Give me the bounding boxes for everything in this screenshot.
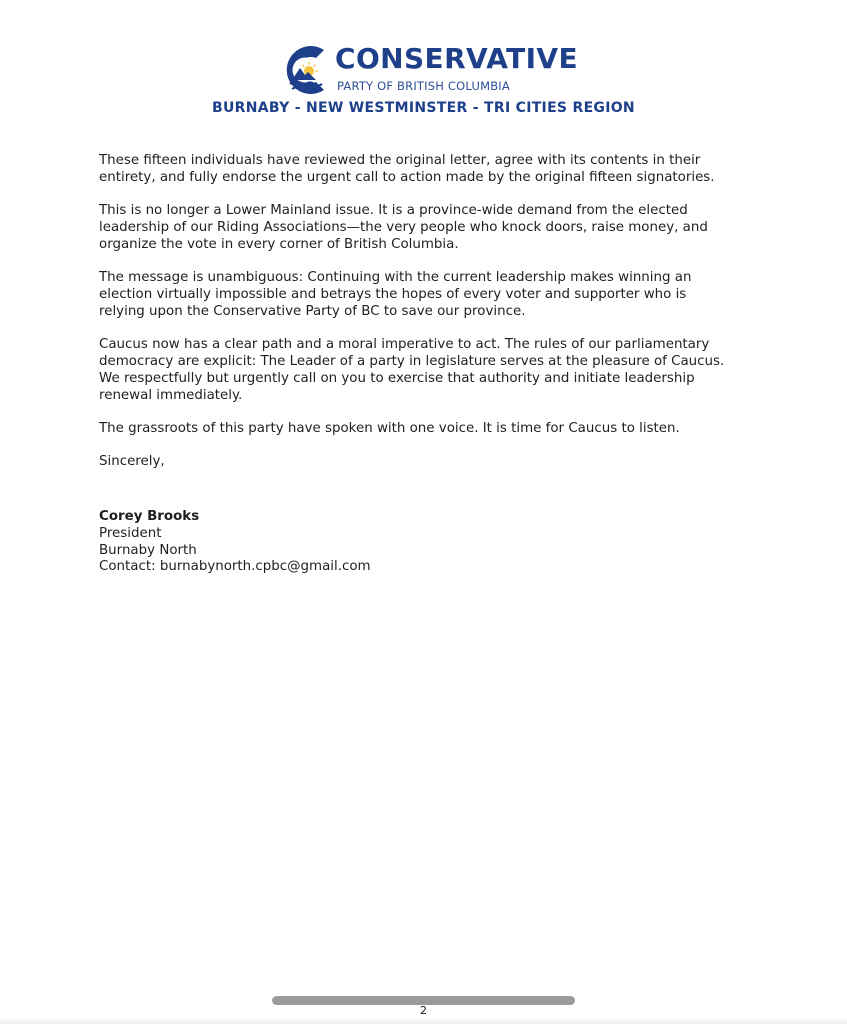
- paragraph-grassroots: [99, 421, 759, 438]
- text-line: These fifteen individuals have reviewed the original letter, agree with its contents in their: [99, 153, 701, 168]
- text-line: organize the vote in every corner of British Columbia.: [99, 236, 459, 252]
- text-line: We respectfully but urgently call on you to exercise that authority and initiate leadership: [99, 370, 695, 386]
- signer-name: Corey Brooks: [99, 509, 200, 524]
- page-number: 2: [420, 1004, 427, 1017]
- signer-riding: Burnaby North: [99, 542, 197, 558]
- letter-body: [99, 153, 759, 471]
- text-line: leadership of our Riding Associations—the very people who knock doors, raise money, and: [99, 219, 708, 235]
- party-logo: [278, 38, 578, 102]
- party-logo-icon: [278, 38, 332, 98]
- text-line: renewal immediately.: [99, 387, 243, 403]
- text-line: election virtually impossible and betrays the hopes of every voter and supporter who is: [99, 286, 687, 302]
- text-line: Caucus now has a clear path and a moral imperative to act. The rules of our parliamentary: [99, 337, 710, 353]
- paragraph-caucus: [99, 337, 759, 404]
- signer-title: President: [99, 525, 162, 541]
- text-line: democracy are explicit: The Leader of a party in legislature serves at the pleasure of Caucus.: [99, 353, 725, 369]
- text-line: The message is unambiguous: Continuing with the current leadership makes winning an: [99, 270, 692, 286]
- paragraph-endorsement: [99, 153, 759, 187]
- signer-contact[interactable]: Contact: burnabynorth.cpbc@gmail.com: [99, 559, 371, 575]
- text-line: This is no longer a Lower Mainland issue. It is a province-wide demand from the elected: [99, 203, 688, 219]
- closing-salutation: Sincerely,: [99, 454, 165, 470]
- text-line: relying upon the Conservative Party of BC to save our province.: [99, 303, 526, 319]
- signature-block: [99, 509, 371, 576]
- page-bottom-edge: [0, 1018, 847, 1024]
- region-heading: BURNABY - NEW WESTMINSTER - TRI CITIES REGION: [212, 100, 635, 116]
- logo-subtitle: PARTY OF BRITISH COLUMBIA: [337, 79, 510, 93]
- text-line: The grassroots of this party have spoken with one voice. It is time for Caucus to listen.: [99, 420, 680, 436]
- paragraph-province-wide: [99, 203, 759, 253]
- text-line: entirety, and fully endorse the urgent call to action made by the original fifteen signatories.: [99, 169, 715, 185]
- paragraph-message: [99, 270, 759, 320]
- logo-wordmark: CONSERVATIVE: [335, 42, 579, 75]
